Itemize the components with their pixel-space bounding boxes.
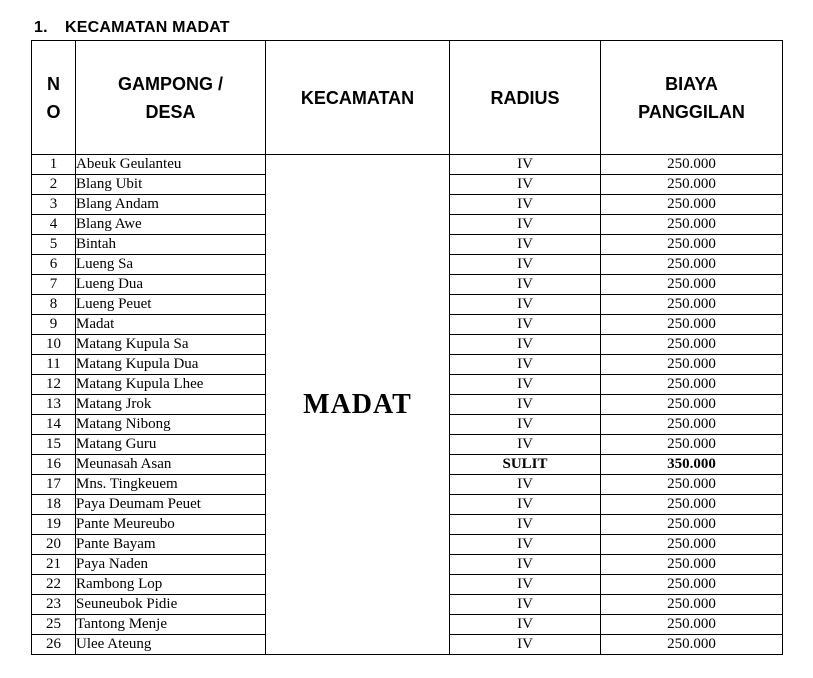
village-name: Paya Deumam Peuet bbox=[76, 495, 266, 515]
fee-value: 250.000 bbox=[601, 235, 783, 255]
radius-value: IV bbox=[450, 155, 601, 175]
fee-value: 250.000 bbox=[601, 415, 783, 435]
village-name: Meunasah Asan bbox=[76, 455, 266, 475]
header-no: N O bbox=[32, 41, 76, 155]
row-number: 5 bbox=[32, 235, 76, 255]
fee-value: 250.000 bbox=[601, 175, 783, 195]
village-name: Matang Kupula Sa bbox=[76, 335, 266, 355]
radius-value: IV bbox=[450, 375, 601, 395]
row-number: 2 bbox=[32, 175, 76, 195]
row-number: 11 bbox=[32, 355, 76, 375]
village-name: Lueng Sa bbox=[76, 255, 266, 275]
radius-value: IV bbox=[450, 275, 601, 295]
row-number: 18 bbox=[32, 495, 76, 515]
fee-value: 250.000 bbox=[601, 535, 783, 555]
kecamatan-name: MADAT bbox=[266, 155, 450, 655]
header-desa: GAMPONG / DESA bbox=[76, 41, 266, 155]
row-number: 12 bbox=[32, 375, 76, 395]
row-number: 6 bbox=[32, 255, 76, 275]
row-number: 9 bbox=[32, 315, 76, 335]
section-number: 1. bbox=[34, 19, 48, 36]
village-name: Matang Kupula Lhee bbox=[76, 375, 266, 395]
radius-value: IV bbox=[450, 315, 601, 335]
row-number: 23 bbox=[32, 595, 76, 615]
radius-value: IV bbox=[450, 235, 601, 255]
radius-value: IV bbox=[450, 415, 601, 435]
fee-value: 250.000 bbox=[601, 495, 783, 515]
radius-value: IV bbox=[450, 255, 601, 275]
section-heading bbox=[34, 19, 230, 37]
header-radius: RADIUS bbox=[450, 41, 601, 155]
row-number: 21 bbox=[32, 555, 76, 575]
fee-value: 250.000 bbox=[601, 395, 783, 415]
fee-value: 250.000 bbox=[601, 615, 783, 635]
row-number: 10 bbox=[32, 335, 76, 355]
radius-value: SULIT bbox=[450, 455, 601, 475]
village-name: Rambong Lop bbox=[76, 575, 266, 595]
radius-value: IV bbox=[450, 215, 601, 235]
row-number: 26 bbox=[32, 635, 76, 655]
table-row bbox=[32, 155, 783, 175]
village-name: Lueng Dua bbox=[76, 275, 266, 295]
village-name: Abeuk Geulanteu bbox=[76, 155, 266, 175]
section-title: KECAMATAN MADAT bbox=[65, 19, 230, 36]
row-number: 4 bbox=[32, 215, 76, 235]
row-number: 14 bbox=[32, 415, 76, 435]
radius-value: IV bbox=[450, 635, 601, 655]
fee-value: 350.000 bbox=[601, 455, 783, 475]
row-number: 15 bbox=[32, 435, 76, 455]
table-header-row bbox=[32, 41, 783, 155]
row-number: 1 bbox=[32, 155, 76, 175]
fee-value: 250.000 bbox=[601, 275, 783, 295]
fee-value: 250.000 bbox=[601, 215, 783, 235]
fee-value: 250.000 bbox=[601, 475, 783, 495]
radius-value: IV bbox=[450, 295, 601, 315]
village-name: Bintah bbox=[76, 235, 266, 255]
village-name: Pante Meureubo bbox=[76, 515, 266, 535]
fee-value: 250.000 bbox=[601, 555, 783, 575]
fee-value: 250.000 bbox=[601, 435, 783, 455]
row-number: 16 bbox=[32, 455, 76, 475]
village-name: Matang Jrok bbox=[76, 395, 266, 415]
radius-value: IV bbox=[450, 515, 601, 535]
row-number: 17 bbox=[32, 475, 76, 495]
radius-value: IV bbox=[450, 395, 601, 415]
radius-value: IV bbox=[450, 555, 601, 575]
row-number: 13 bbox=[32, 395, 76, 415]
row-number: 8 bbox=[32, 295, 76, 315]
fee-value: 250.000 bbox=[601, 295, 783, 315]
row-number: 20 bbox=[32, 535, 76, 555]
radius-value: IV bbox=[450, 495, 601, 515]
village-name: Lueng Peuet bbox=[76, 295, 266, 315]
radius-value: IV bbox=[450, 475, 601, 495]
radius-value: IV bbox=[450, 355, 601, 375]
village-name: Matang Kupula Dua bbox=[76, 355, 266, 375]
village-name: Matang Nibong bbox=[76, 415, 266, 435]
village-name: Matang Guru bbox=[76, 435, 266, 455]
fee-value: 250.000 bbox=[601, 515, 783, 535]
row-number: 7 bbox=[32, 275, 76, 295]
fee-value: 250.000 bbox=[601, 595, 783, 615]
table-body bbox=[32, 155, 783, 655]
header-kecamatan: KECAMATAN bbox=[266, 41, 450, 155]
radius-value: IV bbox=[450, 615, 601, 635]
fee-value: 250.000 bbox=[601, 155, 783, 175]
fee-value: 250.000 bbox=[601, 255, 783, 275]
village-name: Madat bbox=[76, 315, 266, 335]
village-name: Mns. Tingkeuem bbox=[76, 475, 266, 495]
radius-value: IV bbox=[450, 575, 601, 595]
row-number: 22 bbox=[32, 575, 76, 595]
fee-value: 250.000 bbox=[601, 315, 783, 335]
radius-value: IV bbox=[450, 175, 601, 195]
radius-value: IV bbox=[450, 535, 601, 555]
row-number: 25 bbox=[32, 615, 76, 635]
fee-value: 250.000 bbox=[601, 355, 783, 375]
village-name: Paya Naden bbox=[76, 555, 266, 575]
village-name: Blang Andam bbox=[76, 195, 266, 215]
row-number: 19 bbox=[32, 515, 76, 535]
village-name: Pante Bayam bbox=[76, 535, 266, 555]
radius-value: IV bbox=[450, 195, 601, 215]
radius-value: IV bbox=[450, 435, 601, 455]
fee-value: 250.000 bbox=[601, 195, 783, 215]
village-name: Seuneubok Pidie bbox=[76, 595, 266, 615]
fee-value: 250.000 bbox=[601, 635, 783, 655]
village-name: Ulee Ateung bbox=[76, 635, 266, 655]
village-name: Tantong Menje bbox=[76, 615, 266, 635]
radius-value: IV bbox=[450, 595, 601, 615]
fee-value: 250.000 bbox=[601, 375, 783, 395]
village-name: Blang Ubit bbox=[76, 175, 266, 195]
fee-value: 250.000 bbox=[601, 575, 783, 595]
village-name: Blang Awe bbox=[76, 215, 266, 235]
row-number: 3 bbox=[32, 195, 76, 215]
village-fee-table bbox=[31, 40, 783, 655]
header-biaya: BIAYA PANGGILAN bbox=[601, 41, 783, 155]
radius-value: IV bbox=[450, 335, 601, 355]
fee-value: 250.000 bbox=[601, 335, 783, 355]
